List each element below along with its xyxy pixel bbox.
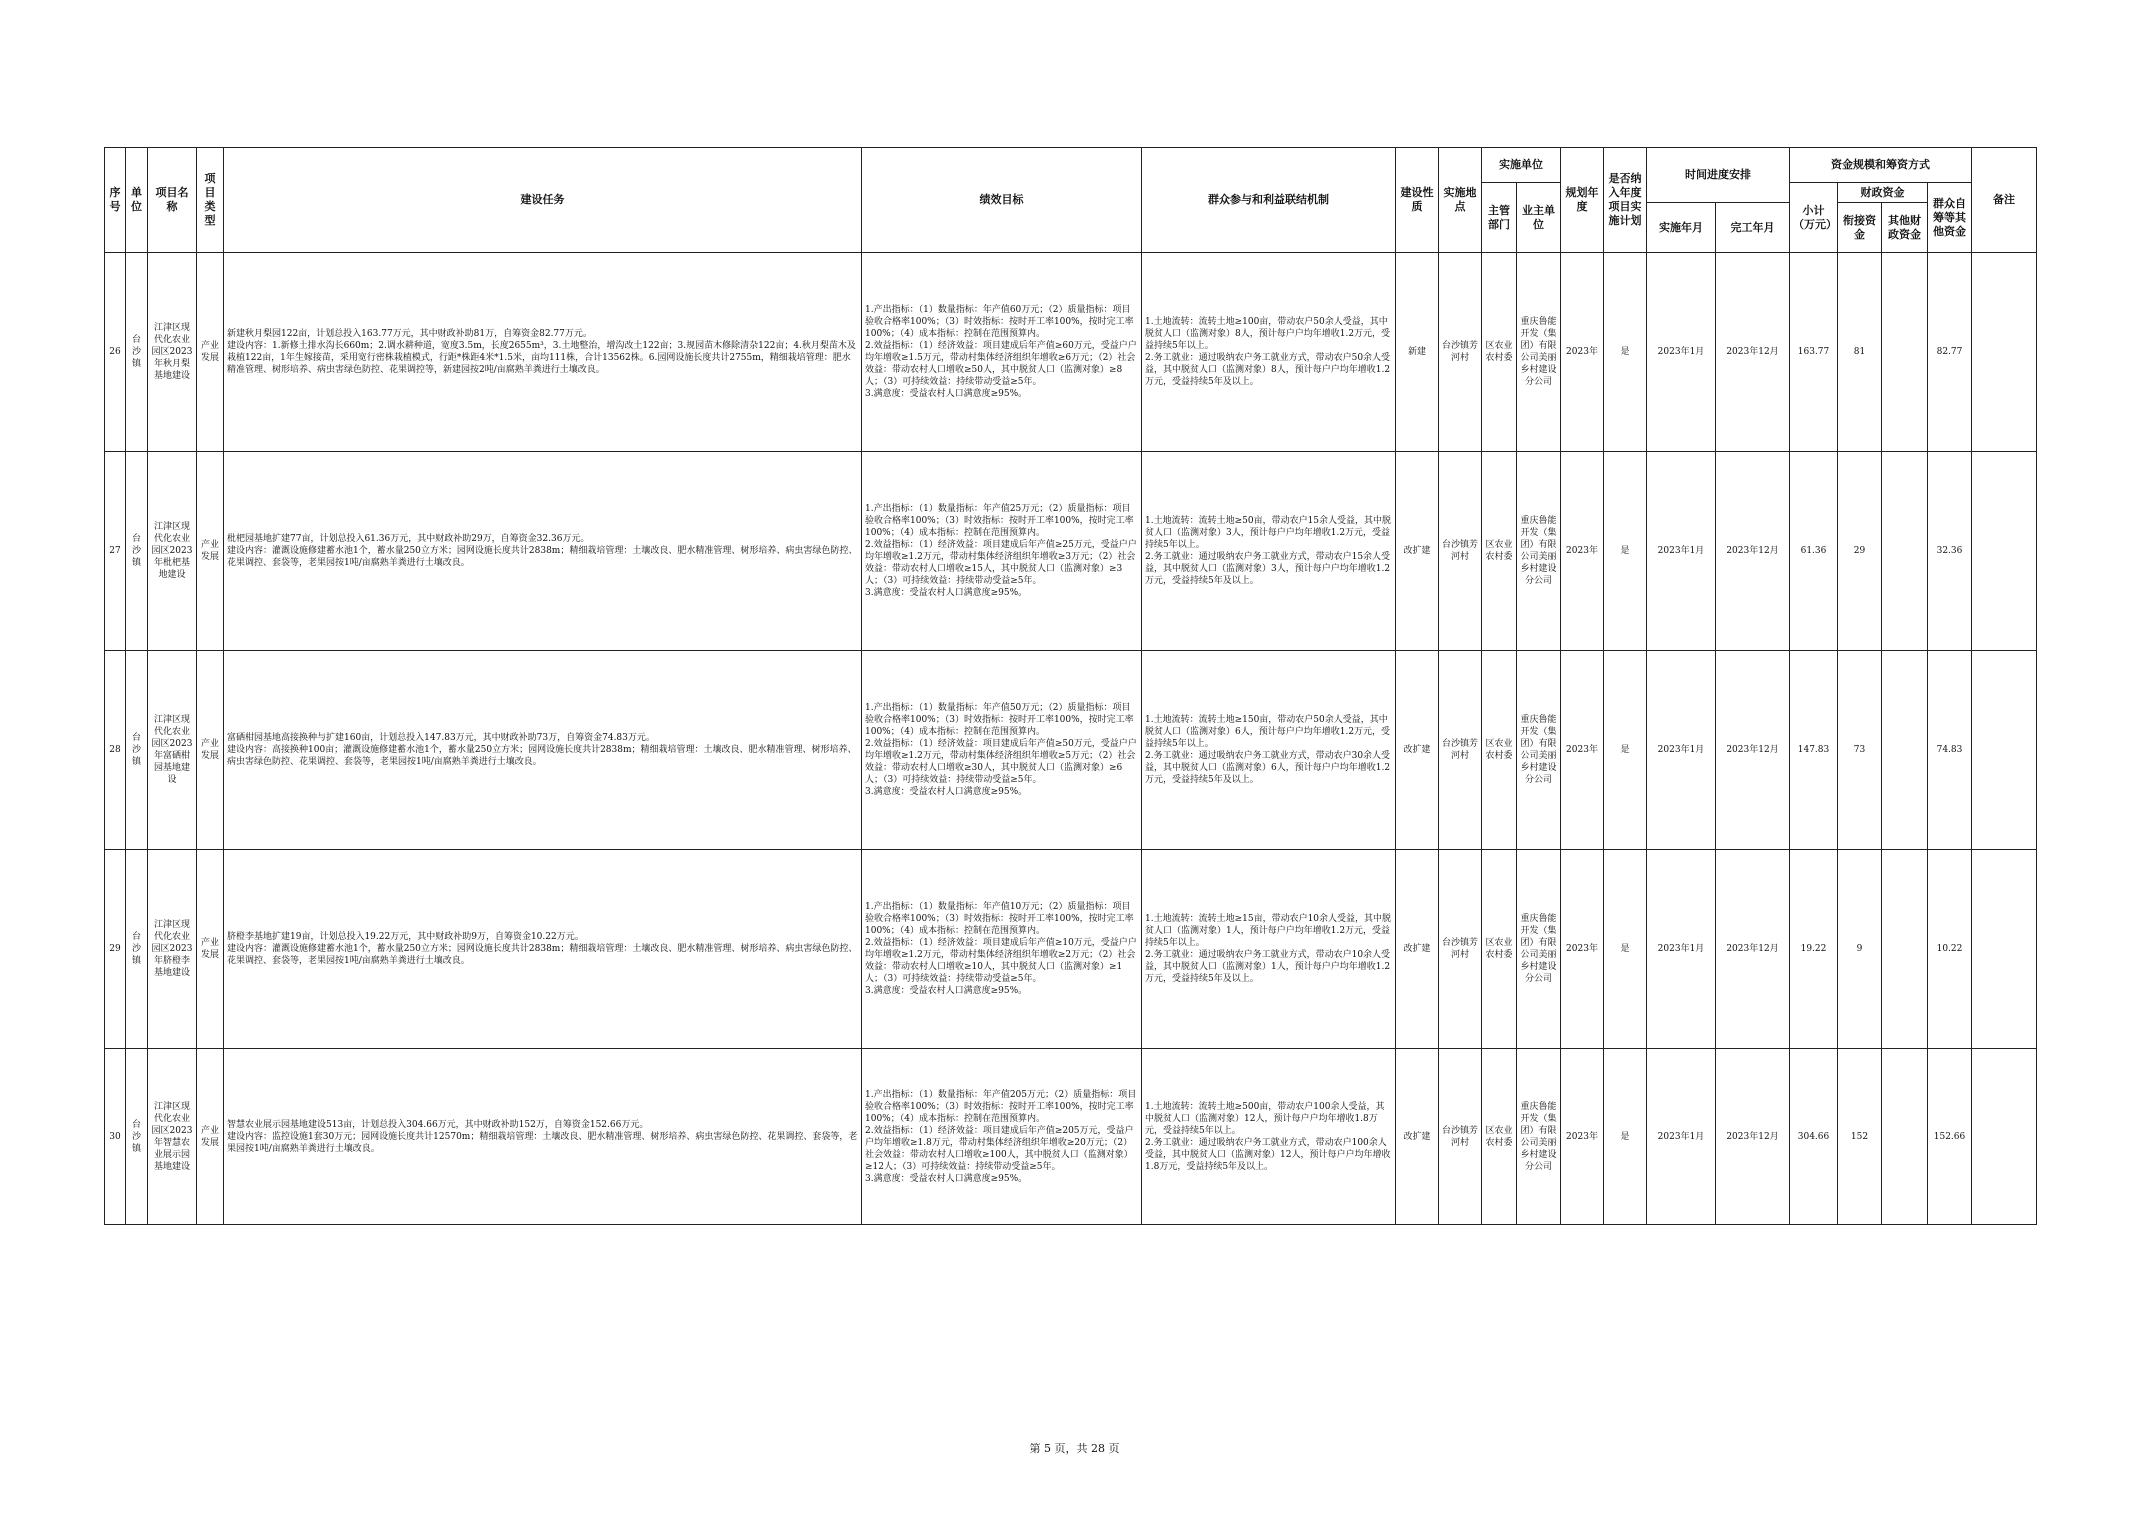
header-remark: 备注 [1972,148,2037,253]
cell-location: 台沙镇芳河村 [1439,452,1482,651]
cell-location: 台沙镇芳河村 [1439,850,1482,1049]
cell-end: 2023年12月 [1716,850,1790,1049]
cell-linked: 73 [1838,651,1882,850]
cell-other-fiscal [1882,850,1928,1049]
header-end: 完工年月 [1716,203,1790,253]
cell-other-fiscal [1882,651,1928,850]
cell-unit: 台沙镇 [126,253,148,452]
cell-included: 是 [1604,1049,1647,1225]
cell-linked: 29 [1838,452,1882,651]
cell-self-raised: 152.66 [1928,1049,1972,1225]
cell-task: 新建秋月梨园122亩，计划总投入163.77万元，其中财政补助81万，自筹资金82.77万元。 建设内容：1.新修土排水沟长660m；2.调水耕种道，宽度3.5m，长度2655m³，3.土地整治，增沟改土122亩；3.规园苗木修除清杂122亩；4.秋月梨苗木及栽植122亩，1年生嫁接苗，采用宽行密株栽植模式，行距*株距4米*1.5米，亩均111株，合计13562株。6.园网设施长度共计2755m，精细栽培管理：肥水精准管理、树形培养、病虫害绿色防控、花果调控等，新建园按2吨/亩腐熟羊粪进行土壤改良。 [224,253,862,452]
table-row [105,1049,2037,1225]
cell-owner: 重庆鲁能开发（集团）有限公司美丽乡村建设分公司 [1517,253,1561,452]
cell-location: 台沙镇芳河村 [1439,1049,1482,1225]
header-self-raised: 群众自筹等其他资金 [1928,183,1972,253]
header-schedule: 时间进度安排 [1647,148,1790,203]
header-linked: 衔接资金 [1838,203,1882,253]
header-seq: 序号 [105,148,126,253]
cell-self-raised: 32.36 [1928,452,1972,651]
cell-nature: 改扩建 [1396,651,1439,850]
cell-start: 2023年1月 [1647,253,1716,452]
cell-type: 产业发展 [197,651,224,850]
cell-other-fiscal [1882,1049,1928,1225]
cell-owner: 重庆鲁能开发（集团）有限公司美丽乡村建设分公司 [1517,651,1561,850]
cell-subtotal: 304.66 [1790,1049,1838,1225]
cell-self-raised: 74.83 [1928,651,1972,850]
header-funds: 资金规模和筹资方式 [1790,148,1972,183]
cell-goal: 1.产出指标：（1）数量指标：年产值50万元；（2）质量指标：项目验收合格率100%；（3）时效指标：按时开工率100%，按时完工率100%；（4）成本指标：控制在范围预算内。 2.效益指标：（1）经济效益：项目建成后年产值≥50万元，受益户户均年增收≥1.2万元，带动村集体经济组织年增收≥5万元；（2）社会效益：带动农村人口增收≥30人，其中脱贫人口（监测对象）≥6人；（3）可持续效益：持续带动受益≥5年。 3.满意度：受益农村人口满意度≥95%。 [862,651,1142,850]
project-table [104,147,2037,1225]
cell-location: 台沙镇芳河村 [1439,651,1482,850]
table-row [105,850,2037,1049]
cell-start: 2023年1月 [1647,850,1716,1049]
table-header [105,148,2037,253]
cell-dept: 区农业农村委 [1482,452,1517,651]
cell-dept: 区农业农村委 [1482,850,1517,1049]
header-fiscal: 财政资金 [1838,183,1928,203]
header-goal: 绩效目标 [862,148,1142,253]
cell-remark [1972,452,2037,651]
cell-type: 产业发展 [197,850,224,1049]
cell-unit: 台沙镇 [126,850,148,1049]
cell-included: 是 [1604,452,1647,651]
cell-mechanism: 1.土地流转：流转土地≥15亩，带动农户10余人受益，其中脱贫人口（监测对象）1人，预计每户户均年增收1.2万元，受益持续5年以上。 2.务工就业：通过吸纳农户务工就业方式，带动农户10余人受益，其中脱贫人口（监测对象）1人，预计每户户均年增收1.2万元，受益持续5年及以上。 [1142,850,1396,1049]
cell-mechanism: 1.土地流转：流转土地≥150亩，带动农户50余人受益，其中脱贫人口（监测对象）6人，预计每户户均年增收1.2万元，受益持续5年以上。 2.务工就业：通过吸纳农户务工就业方式，带动农户30余人受益，其中脱贫人口（监测对象）6人，预计每户户均年增收1.2万元，受益持续5年及以上。 [1142,651,1396,850]
cell-nature: 改扩建 [1396,1049,1439,1225]
cell-remark [1972,651,2037,850]
table-row [105,651,2037,850]
cell-dept: 区农业农村委 [1482,651,1517,850]
cell-start: 2023年1月 [1647,452,1716,651]
cell-goal: 1.产出指标：（1）数量指标：年产值10万元；（2）质量指标：项目验收合格率100%；（3）时效指标：按时开工率100%，按时完工率100%；（4）成本指标：控制在范围预算内。 2.效益指标：（1）经济效益：项目建成后年产值≥10万元，受益户户均年增收≥1.2万元，带动村集体经济组织年增收≥2万元；（2）社会效益：带动农村人口增收≥10人，其中脱贫人口（监测对象）≥1人；（3）可持续效益：持续带动受益≥5年。 3.满意度：受益农村人口满意度≥95%。 [862,850,1142,1049]
header-unit: 单位 [126,148,148,253]
header-mechanism: 群众参与和利益联结机制 [1142,148,1396,253]
header-start: 实施年月 [1647,203,1716,253]
cell-goal: 1.产出指标：（1）数量指标：年产值60万元；（2）质量指标：项目验收合格率100%；（3）时效指标：按时开工率100%，按时完工率100%；（4）成本指标：控制在范围预算内。 2.效益指标：（1）经济效益：项目建成后年产值≥60万元，受益户户均年增收≥1.5万元，带动村集体经济组织年增收≥6万元；（2）社会效益：带动农村人口增收≥50人，其中脱贫人口（监测对象）≥8人；（3）可持续效益：持续带动受益≥5年。 3.满意度：受益农村人口满意度≥95%。 [862,253,1142,452]
cell-name: 江津区现代化农业园区2023年智慧农业展示园基地建设 [148,1049,197,1225]
cell-task: 富硒柑园基地高接换种与扩建160亩，计划总投入147.83万元，其中财政补助73万，自筹资金74.83万元。 建设内容：高接换种100亩；灌溉设施修建蓄水池1个，蓄水量250立方米；园网设施长度共计2838m；精细栽培管理：土壤改良、肥水精准管理、树形培养、病虫害绿色防控、花果调控、套袋等，老果园按1吨/亩腐熟羊粪进行土壤改良。 [224,651,862,850]
cell-year: 2023年 [1561,651,1604,850]
cell-type: 产业发展 [197,1049,224,1225]
cell-task: 脐橙李基地扩建19亩，计划总投入19.22万元，其中财政补助9万，自筹资金10.22万元。 建设内容：灌溉设施修建蓄水池1个，蓄水量250立方米；园网设施长度共计2838m；精细栽培管理：土壤改良、肥水精准管理、树形培养、病虫害绿色防控、花果调控、套袋等，老果园按1吨/亩腐熟羊粪进行土壤改良。 [224,850,862,1049]
cell-dept: 区农业农村委 [1482,253,1517,452]
header-name: 项目名称 [148,148,197,253]
cell-dept: 区农业农村委 [1482,1049,1517,1225]
cell-linked: 9 [1838,850,1882,1049]
cell-name: 江津区现代化农业园区2023年枇杷基地建设 [148,452,197,651]
header-impl-unit: 实施单位 [1482,148,1561,183]
header-task: 建设任务 [224,148,862,253]
cell-unit: 台沙镇 [126,1049,148,1225]
cell-goal: 1.产出指标：（1）数量指标：年产值205万元；（2）质量指标：项目验收合格率100%；（3）时效指标：按时开工率100%，按时完工率100%；（4）成本指标：控制在范围预算内。 2.效益指标：（1）经济效益：项目建成后年产值≥205万元，受益户户均年增收≥1.8万元，带动村集体经济组织年增收≥20万元；（2）社会效益：带动农村人口增收≥100人，其中脱贫人口（监测对象）≥12人；（3）可持续效益：持续带动受益≥5年。 3.满意度：受益农村人口满意度≥95%。 [862,1049,1142,1225]
cell-subtotal: 61.36 [1790,452,1838,651]
header-nature: 建设性质 [1396,148,1439,253]
cell-remark [1972,253,2037,452]
cell-subtotal: 163.77 [1790,253,1838,452]
cell-linked: 81 [1838,253,1882,452]
cell-nature: 改扩建 [1396,452,1439,651]
cell-start: 2023年1月 [1647,1049,1716,1225]
cell-type: 产业发展 [197,452,224,651]
cell-included: 是 [1604,651,1647,850]
header-included: 是否纳入年度项目实施计划 [1604,148,1647,253]
cell-task: 智慧农业展示园基地建设513亩，计划总投入304.66万元，其中财政补助152万，自筹资金152.66万元。 建设内容：监控设施1套30万元；园网设施长度共计12570m；精细栽培管理：土壤改良、肥水精准管理、树形培养、病虫害绿色防控、花果调控、套袋等，老果园按1吨/亩腐熟羊粪进行土壤改良。 [224,1049,862,1225]
cell-seq: 27 [105,452,126,651]
cell-year: 2023年 [1561,1049,1604,1225]
header-type: 项目类型 [197,148,224,253]
cell-name: 江津区现代化农业园区2023年脐橙李基地建设 [148,850,197,1049]
cell-year: 2023年 [1561,253,1604,452]
cell-owner: 重庆鲁能开发（集团）有限公司美丽乡村建设分公司 [1517,452,1561,651]
cell-end: 2023年12月 [1716,253,1790,452]
cell-unit: 台沙镇 [126,651,148,850]
header-year: 规划年度 [1561,148,1604,253]
cell-end: 2023年12月 [1716,651,1790,850]
cell-self-raised: 82.77 [1928,253,1972,452]
cell-end: 2023年12月 [1716,452,1790,651]
table-row [105,253,2037,452]
header-subtotal: 小计（万元） [1790,183,1838,253]
cell-start: 2023年1月 [1647,651,1716,850]
cell-unit: 台沙镇 [126,452,148,651]
cell-name: 江津区现代化农业园区2023年富硒柑园基地建设 [148,651,197,850]
cell-year: 2023年 [1561,850,1604,1049]
cell-mechanism: 1.土地流转：流转土地≥500亩，带动农户100余人受益，其中脱贫人口（监测对象）12人，预计每户户均年增收1.8万元，受益持续5年以上。 2.务工就业：通过吸纳农户务工就业方式，带动农户100余人受益，其中脱贫人口（监测对象）12人，预计每户户均年增收1.8万元，受益持续5年及以上。 [1142,1049,1396,1225]
cell-seq: 28 [105,651,126,850]
cell-task: 枇杷园基地扩建77亩，计划总投入61.36万元，其中财政补助29万，自筹资金32.36万元。 建设内容：灌溉设施修建蓄水池1个，蓄水量250立方米；园网设施长度共计2838m；精细栽培管理：土壤改良、肥水精准管理、树形培养、病虫害绿色防控、花果调控、套袋等，老果园按1吨/亩腐熟羊粪进行土壤改良。 [224,452,862,651]
cell-year: 2023年 [1561,452,1604,651]
cell-nature: 新建 [1396,253,1439,452]
cell-remark [1972,850,2037,1049]
cell-location: 台沙镇芳河村 [1439,253,1482,452]
cell-subtotal: 147.83 [1790,651,1838,850]
header-dept: 主管部门 [1482,183,1517,253]
table-row [105,452,2037,651]
cell-subtotal: 19.22 [1790,850,1838,1049]
table-body [105,253,2037,1225]
page-footer: 第 5 页，共 28 页 [1029,1442,1120,1455]
cell-name: 江津区现代化农业园区2023年秋月梨基地建设 [148,253,197,452]
cell-linked: 152 [1838,1049,1882,1225]
cell-owner: 重庆鲁能开发（集团）有限公司美丽乡村建设分公司 [1517,1049,1561,1225]
cell-included: 是 [1604,850,1647,1049]
cell-remark [1972,1049,2037,1225]
cell-mechanism: 1.土地流转：流转土地≥50亩，带动农户15余人受益，其中脱贫人口（监测对象）3人，预计每户户均年增收1.2万元，受益持续5年以上。 2.务工就业：通过吸纳农户务工就业方式，带动农户15余人受益，其中脱贫人口（监测对象）3人，预计每户户均年增收1.2万元，受益持续5年及以上。 [1142,452,1396,651]
header-location: 实施地点 [1439,148,1482,253]
cell-end: 2023年12月 [1716,1049,1790,1225]
header-other-fiscal: 其他财政资金 [1882,203,1928,253]
header-owner: 业主单位 [1517,183,1561,253]
cell-owner: 重庆鲁能开发（集团）有限公司美丽乡村建设分公司 [1517,850,1561,1049]
cell-seq: 30 [105,1049,126,1225]
cell-other-fiscal [1882,452,1928,651]
cell-seq: 26 [105,253,126,452]
cell-mechanism: 1.土地流转：流转土地≥100亩，带动农户50余人受益，其中脱贫人口（监测对象）8人，预计每户户均年增收1.2万元，受益持续5年以上。 2.务工就业：通过吸纳农户务工就业方式，带动农户50余人受益，其中脱贫人口（监测对象）8人，预计每户户均年增收1.2万元，受益持续5年及以上。 [1142,253,1396,452]
cell-other-fiscal [1882,253,1928,452]
cell-nature: 改扩建 [1396,850,1439,1049]
cell-type: 产业发展 [197,253,224,452]
cell-included: 是 [1604,253,1647,452]
cell-self-raised: 10.22 [1928,850,1972,1049]
cell-seq: 29 [105,850,126,1049]
cell-goal: 1.产出指标：（1）数量指标：年产值25万元；（2）质量指标：项目验收合格率100%；（3）时效指标：按时开工率100%，按时完工率100%；（4）成本指标：控制在范围预算内。 2.效益指标：（1）经济效益：项目建成后年产值≥25万元，受益户户均年增收≥1.2万元，带动村集体经济组织年增收≥3万元；（2）社会效益：带动农村人口增收≥15人，其中脱贫人口（监测对象）≥3人；（3）可持续效益：持续带动受益≥5年。 3.满意度：受益农村人口满意度≥95%。 [862,452,1142,651]
